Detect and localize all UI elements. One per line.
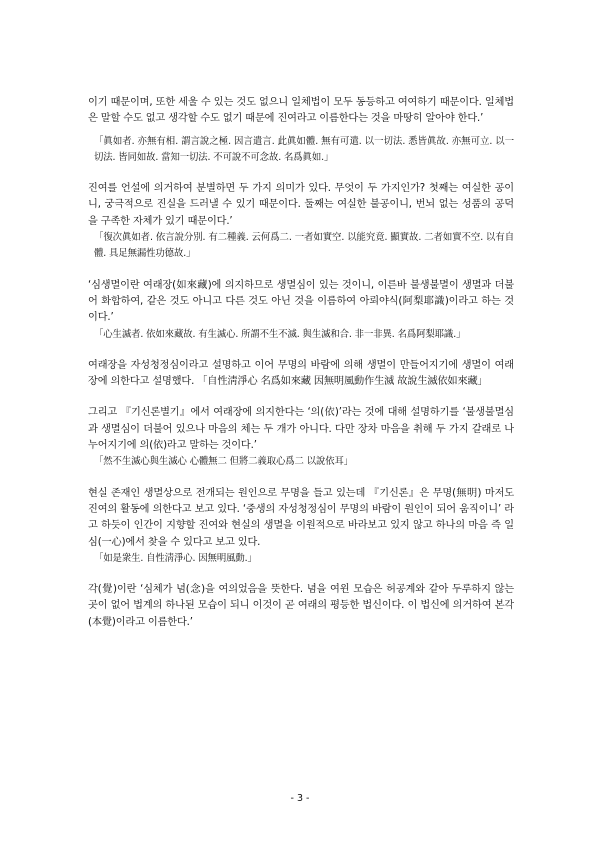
paragraph-3: ‘심생멸이란 여래장(如來藏)에 의지하므로 생멸심이 있는 것이니, 이른바 불생불멸이 생멸과 더불어 화합하여, 같은 것도 아니고 다른 것도 아닌 것을 이름하여 아뢰야식(阿梨耶識)이라고 하는 것이다.’ [88,279,514,324]
quote-5: 「然不生滅心與生滅心 心體無二 但將二義取心爲二 以說依耳」 [94,456,354,468]
paragraph-4: 여래장을 자성청정심이라고 설명하고 이어 무명의 바람에 의해 생멸이 만들어지기에 생멸이 여래장에 의한다고 설명했다. 「自性淸淨心 名爲如來藏 因無明風動作生滅 故說生滅依如來藏」 [88,359,514,388]
paragraph-6: 현실 존재인 생멸상으로 전개되는 원인으로 무명을 들고 있는데 『기신론』은 무명(無明) 마저도 진여의 활동에 의한다고 보고 있다. ‘중생의 자성청정심이 무명의 바람이 원인이 되어 움직이니’ 라고 하듯이 인간이 지향할 진여와 현실의 생멸을 이원적으로 바라보고 있지 않고 하나의 마음 즉 일심(一心)에서 찾을 수 있다고 보고 있다. [88,487,514,548]
page-number: - 3 - [290,793,310,804]
paragraph-1: 이기 때문이며, 또한 세울 수 있는 것도 없으니 일체법이 모두 동등하고 여여하기 때문이다. 일체법은 말할 수도 없고 생각할 수도 없기 때문에 진여라고 이름한다는 것을 마땅히 알아야 한다.’ [88,97,514,125]
paragraph-2: 진여를 언설에 의거하여 분별하면 두 가지 의미가 있다. 무엇이 두 가지인가? 첫째는 여실한 공이니, 궁극적으로 진실을 드러낼 수 있기 때문이다. 둘째는 여실한 불공이니, 번뇌 없는 성품의 공덕을 구족한 자체가 있기 때문이다.’ [88,183,514,227]
quote-6: 「如是衆生. 自性淸淨心. 因無明風動.」 [94,552,257,564]
quote-2: 「復次眞如者. 依言說分別. 有二種義. 云何爲二. 一者如實空. 以能究竟. 顯實故. 二者如實不空. 以有自體. 具足無漏性功德故.」 [94,232,514,260]
quote-3: 「心生滅者. 依如來藏故. 有生滅心. 所謂不生不滅. 與生滅和合. 非一非異. 名爲阿梨耶識.」 [94,328,466,340]
paragraph-7: 각(覺)이란 ‘심체가 념(念)을 여의었음을 뜻한다. 념을 여윈 모습은 허공계와 같아 두루하지 않는 곳이 없어 법계의 하나된 모습이 되니 이것이 곧 여래의 평등한 법신이다. 이 법신에 의거하여 본각(本覺)이라고 이름한다.’ [88,584,514,628]
paragraph-5: 그리고 『기신론별기』에서 여래장에 의지한다는 ‘의(依)’라는 것에 대해 설명하기를 ‘불생불멸심과 생멸심이 더불어 있으나 마음의 체는 두 개가 아니다. 다만 장차 마음을 취해 두 가지 갈래로 나누어지기에 의(依)라고 말하는 것이다.’ [88,407,514,452]
quote-1: 「眞如者. 亦無有相. 謂言說之極. 因言遣言. 此眞如體. 無有可遣. 以一切法. 悉皆眞故. 亦無可立. 以一切法. 皆同如故. 當知一切法. 不可說不可念故. 名爲眞如.」 [94,135,514,163]
